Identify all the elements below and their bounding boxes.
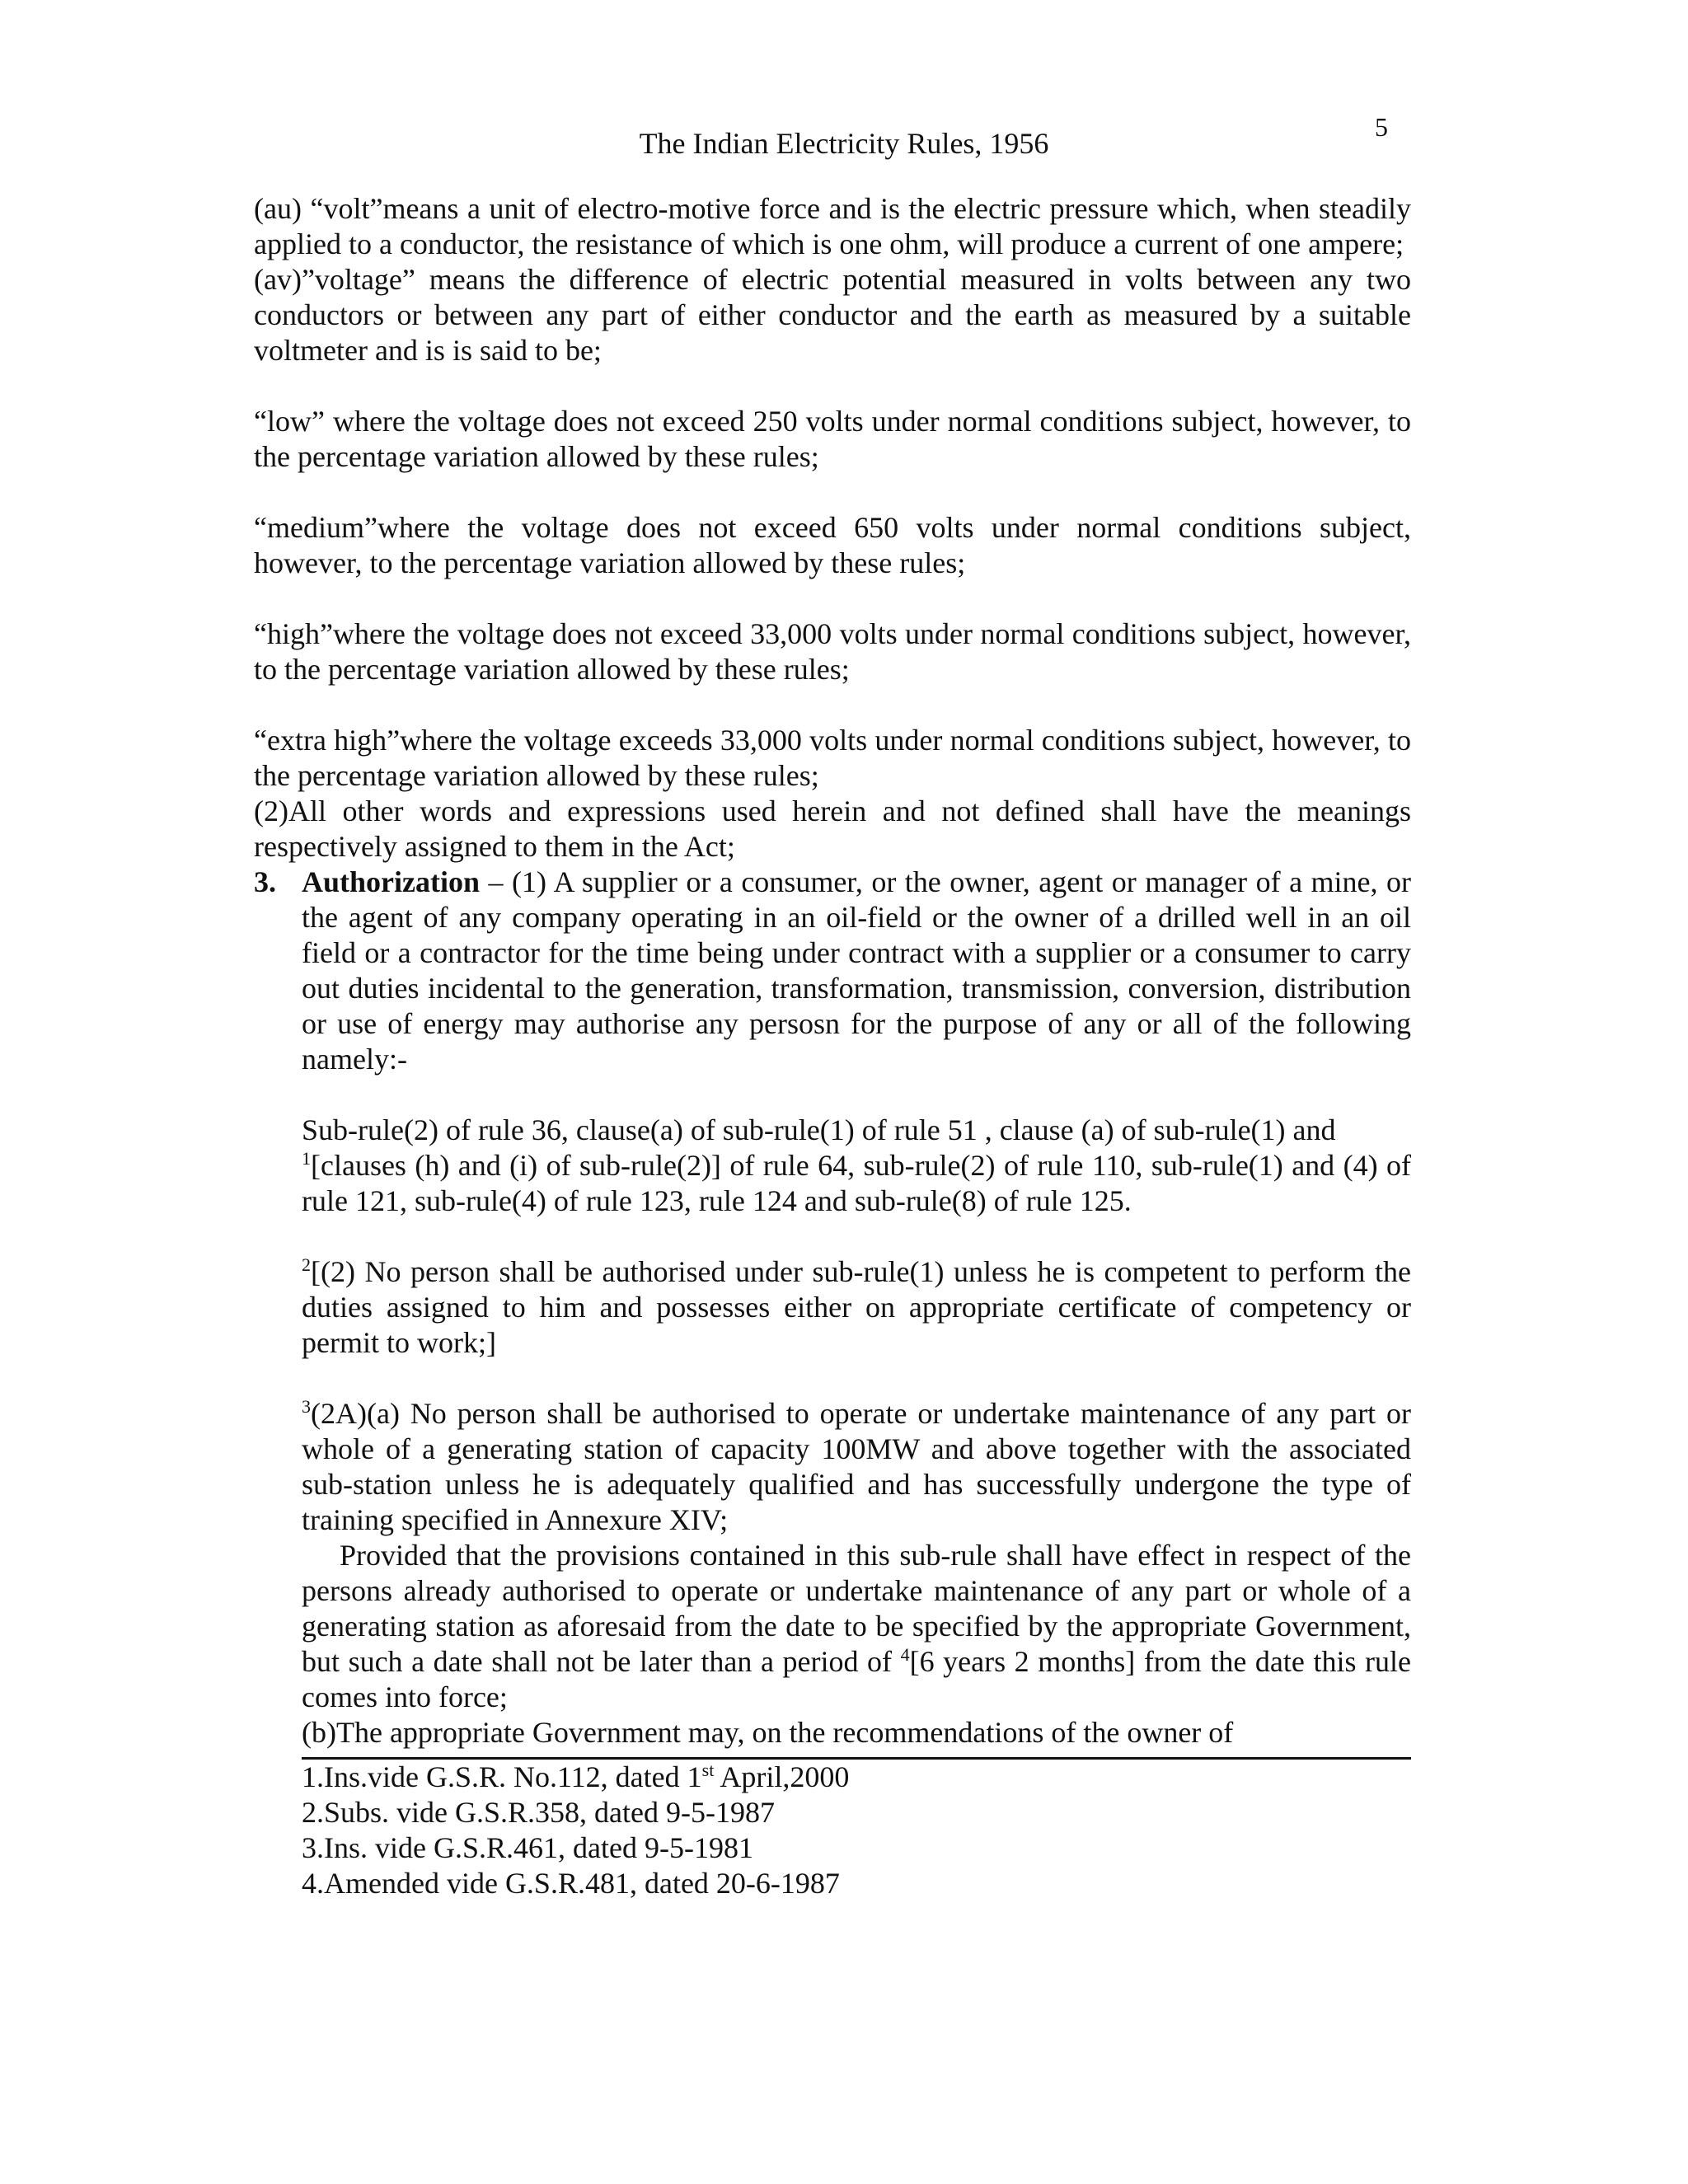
definition-high: “high”where the voltage does not exceed 33,000 volts under normal conditions subject, however, to the percentage variation allowed by these rules; — [254, 617, 1411, 686]
rule-3-sub-rule-2 — [302, 1254, 1411, 1361]
proviso-text-b: [6 years 2 months] from the date this rule comes into force; — [302, 1645, 1411, 1713]
rule-3-subrules-list — [302, 1113, 1411, 1219]
rule-3-sub-rule-2a — [302, 1396, 1411, 1538]
footnote-1 — [302, 1760, 1411, 1795]
subrules-text-a: Sub-rule(2) of rule 36, clause(a) of sub-rule(1) of rule 51 , clause (a) of sub-rule(1) and — [302, 1113, 1336, 1146]
rule-3-sub-b: (b)The appropriate Government may, on the recommendations of the owner of — [302, 1716, 1234, 1749]
rule-3-proviso — [302, 1538, 1411, 1715]
subrules-text-b: [clauses (h) and (i) of sub-rule(2)] of rule 64, sub-rule(2) of rule 110, sub-rule(1) and (4) of rule 121, sub-rule(4) of rule 123, rule 124 and sub-rule(8) of rule 125. — [302, 1149, 1411, 1217]
rule-3 — [254, 865, 1411, 1077]
definition-extra-high: “extra high”where the voltage exceeds 33,000 volts under normal conditions subject, however, to the percentage variation allowed by these rules; — [254, 724, 1411, 792]
sub-rule-2-text: [(2) No person shall be authorised under sub-rule(1) unless he is competent to perform the duties assigned to him and possesses either on appropriate certificate of competency or permit to work;] — [302, 1255, 1411, 1359]
page-title: The Indian Electricity Rules, 1956 — [639, 127, 1049, 160]
footnote-ref-2: 2 — [302, 1254, 311, 1275]
rule-number: 3. — [254, 865, 276, 898]
definition-low: “low” where the voltage does not exceed 250 volts under normal conditions subject, however, to the percentage variation allowed by these rules; — [254, 405, 1411, 473]
document-body — [254, 191, 1411, 1901]
rule-3-intro — [302, 865, 1411, 1077]
proviso-text-a: Provided that the provisions contained in this sub-rule shall have effect in respect of the persons already authorised to operate or undertake maintenance of any part or whole of a generating station as aforesaid from the date to be specified by the appropriate Government, but such a date shall not be later than a period of — [302, 1539, 1411, 1678]
footnote-ref-4: 4 — [900, 1644, 910, 1665]
definition-medium: “medium”where the voltage does not exceed 650 volts under normal conditions subject, however, to the percentage variation allowed by these rules; — [254, 511, 1411, 579]
footnote-ref-3: 3 — [302, 1396, 311, 1417]
footnote-1-sup: st — [701, 1760, 715, 1780]
footnote-1-text-b: April,2000 — [714, 1760, 850, 1793]
footnotes — [302, 1760, 1411, 1901]
definition-voltage: (av)”voltage” means the difference of electric potential measured in volts between any two conductors or between any part of either conductor and the earth as measured by a suitable voltmeter and is is said to be; — [254, 263, 1411, 367]
rule-heading: Authorization — [302, 865, 480, 898]
page-number: 5 — [1375, 112, 1388, 142]
footnote-ref-1: 1 — [302, 1148, 311, 1169]
footnote-2: 2.Subs. vide G.S.R.358, dated 9-5-1987 — [302, 1796, 775, 1829]
footnote-1-text-a: 1.Ins.vide G.S.R. No.112, dated 1 — [302, 1760, 702, 1793]
footnote-3: 3.Ins. vide G.S.R.461, dated 9-5-1981 — [302, 1831, 753, 1864]
footnote-4: 4.Amended vide G.S.R.481, dated 20-6-1987 — [302, 1867, 840, 1900]
sub-rule-2-definitions: (2)All other words and expressions used herein and not defined shall have the meanings respectively assigned to them in the Act; — [254, 794, 1411, 863]
sub-rule-2a-text: (2A)(a) No person shall be authorised to operate or undertake maintenance of any part or whole of a generating station of capacity 100MW and above together with the associated sub-station unless he is adequately qualified and has successfully undergone the type of training specified in Annexure XIV; — [302, 1397, 1411, 1536]
definition-volt: (au) “volt”means a unit of electro-motive force and is the electric pressure which, when steadily applied to a conductor, the resistance of which is one ohm, will produce a current of one ampere; — [254, 192, 1411, 260]
rule-3-intro-text: – (1) A supplier or a consumer, or the owner, agent or manager of a mine, or the agent of any company operating in an oil-field or the owner of a drilled well in an oil field or a contractor for the time being under contract with a supplier or a consumer to carry out duties incidental to the generation, transformation, transmission, conversion, distribution or use of energy may authorise any persosn for the purpose of any or all of the following namely:- — [302, 865, 1411, 1076]
